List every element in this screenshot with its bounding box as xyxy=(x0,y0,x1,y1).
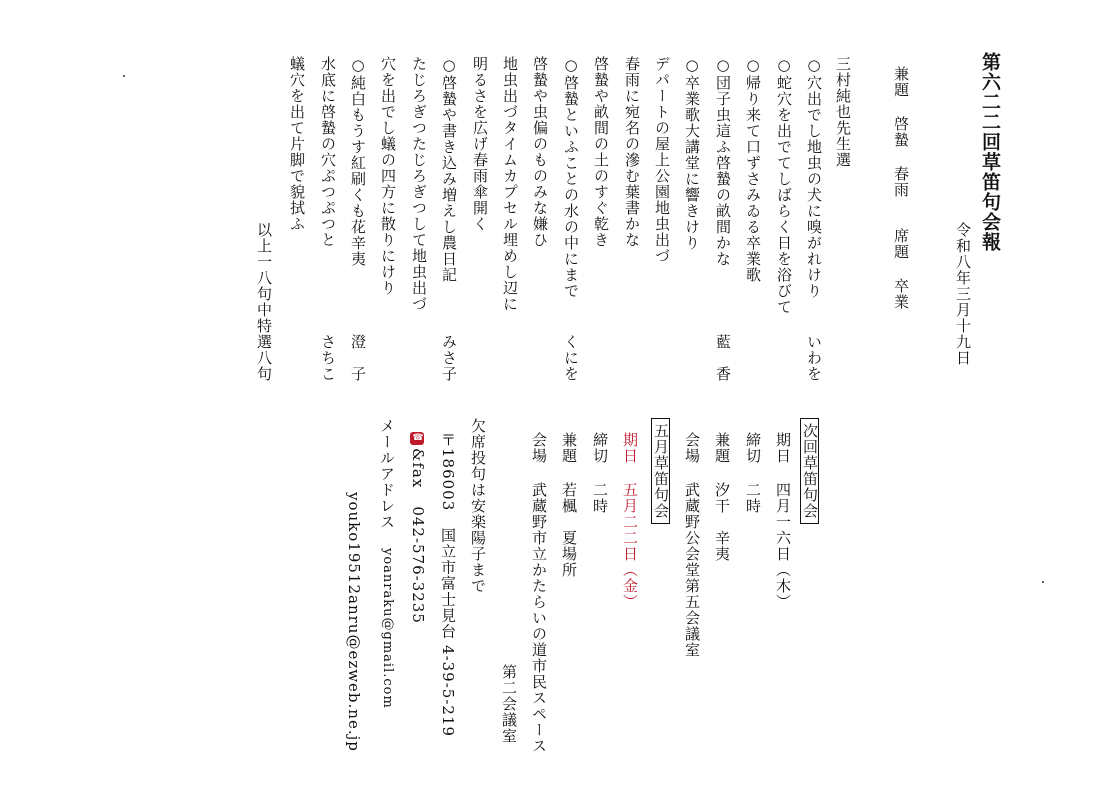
haiku-author: みさ子 xyxy=(440,334,458,382)
summary: 以上一八句中特選八句 xyxy=(255,222,273,382)
sekidai: 卒業 xyxy=(892,278,910,310)
next-meeting-venue xyxy=(684,432,699,658)
phone-number: 042-576-3235 xyxy=(409,506,427,624)
may-meeting-venue xyxy=(531,432,546,754)
may-meeting-kendai xyxy=(561,432,576,578)
may-venue-label: 会場 xyxy=(530,432,548,464)
haiku-author: さちこ xyxy=(319,334,337,382)
haiku-text: ○帰り来て口ずさみゐる卒業歌 xyxy=(744,56,762,283)
selector: 三村純也先生選 xyxy=(834,56,852,168)
next-deadline-label: 締切 xyxy=(744,432,762,464)
haiku-text: ○啓蟄といふことの水の中にまで xyxy=(562,56,580,299)
next-kendai-label: 兼題 xyxy=(713,432,731,464)
themes-line xyxy=(893,66,908,310)
haiku-text: 啓蟄や畝間の土のすぐ乾き xyxy=(592,56,610,248)
haiku-text: 春雨に宛名の滲む葉書かな xyxy=(623,56,641,248)
haiku-text: 啓蟄や虫偏のものみな嫌ひ xyxy=(531,56,549,248)
haiku-text: デパートの屋上公園地虫出づ xyxy=(653,56,671,264)
next-meeting-date xyxy=(775,432,790,610)
next-venue-label: 会場 xyxy=(683,432,701,464)
haiku-author: くにを xyxy=(562,334,580,382)
haiku-text: ○純白もうす紅刷くも花辛夷 xyxy=(349,56,367,267)
phone-line xyxy=(410,432,425,624)
kendai-label: 兼題 xyxy=(892,66,910,98)
haiku-text: ○穴出でし地虫の犬に嗅がれけり xyxy=(805,56,823,299)
haiku-text: 水底に啓蟄の穴ぷつぷつと xyxy=(319,56,337,248)
haiku-text: ○蛇穴を出でてしばらく日を浴びて xyxy=(775,56,793,315)
next-meeting-kendai xyxy=(714,432,729,562)
email-2[interactable]: youko19512anru@ezweb.ne.jp xyxy=(345,492,363,752)
haiku-text: 蟻穴を出て片脚で貌拭ふ xyxy=(288,56,306,232)
haiku-text: 明るさを広げ春雨傘開く xyxy=(471,56,489,232)
haiku-author: 藍 香 xyxy=(714,334,732,382)
may-date-label: 期日 xyxy=(621,432,639,464)
next-date-label: 期日 xyxy=(774,432,792,464)
haiku-text: 地虫出づタイムカプセル埋めし辺に xyxy=(501,56,519,312)
next-date-value: 四月一六日（木） xyxy=(774,482,792,610)
haiku-text: ○卒業歌大講堂に響きけり xyxy=(683,56,701,251)
next-meeting-deadline xyxy=(745,432,760,514)
may-meeting-deadline xyxy=(592,432,607,514)
phone-icon: ☎ xyxy=(410,432,424,445)
speck xyxy=(123,75,125,77)
page-title: 第六二二回草笛句会報 xyxy=(979,52,1001,252)
may-kendai-value: 若楓 夏場所 xyxy=(560,482,578,578)
next-kendai-value: 汐干 辛夷 xyxy=(713,482,731,562)
may-meeting-date xyxy=(622,432,637,610)
email-line xyxy=(379,418,394,709)
haiku-author: 澄 子 xyxy=(349,334,367,382)
postal-address: 〒186003 国立市富士見台 4-39-5-219 xyxy=(439,432,457,738)
may-date-value: 五月二二日（金） xyxy=(621,482,639,610)
haiku-text: ○団子虫這ふ啓蟄の畝間かな xyxy=(714,56,732,267)
may-meeting-heading: 五月草笛句会 xyxy=(651,418,670,524)
may-kendai-label: 兼題 xyxy=(560,432,578,464)
absentee-note: 欠席投句は安楽陽子まで xyxy=(469,418,487,594)
email-label: メールアドレス xyxy=(378,418,396,530)
phone-label: &fax xyxy=(409,448,427,489)
next-venue-value: 武蔵野公会堂第五会議室 xyxy=(683,482,701,658)
report-date: 令和八年三月十九日 xyxy=(954,222,972,366)
next-deadline-value: 二時 xyxy=(744,482,762,514)
sekidai-label: 席題 xyxy=(892,228,910,260)
haiku-text: ○啓蟄や書き込み増えし農日記 xyxy=(440,56,458,283)
kendai-2: 春雨 xyxy=(892,166,910,198)
haiku-author: いわを xyxy=(805,334,823,382)
next-meeting-heading: 次回草笛句会 xyxy=(800,418,819,524)
haiku-text: 穴を出でし蟻の四方に散りにけり xyxy=(379,56,397,296)
speck xyxy=(1042,581,1044,583)
may-meeting-room: 第二会議室 xyxy=(500,664,518,744)
haiku-text: たじろぎつたじろぎつして地虫出づ xyxy=(410,56,428,312)
may-deadline-value: 二時 xyxy=(591,482,609,514)
kendai-1: 啓蟄 xyxy=(892,116,910,148)
may-venue-value: 武蔵野市立かたらいの道市民スペース xyxy=(530,482,548,754)
may-deadline-label: 締切 xyxy=(591,432,609,464)
email-1[interactable]: yoanraku@gmail.com xyxy=(380,548,395,709)
